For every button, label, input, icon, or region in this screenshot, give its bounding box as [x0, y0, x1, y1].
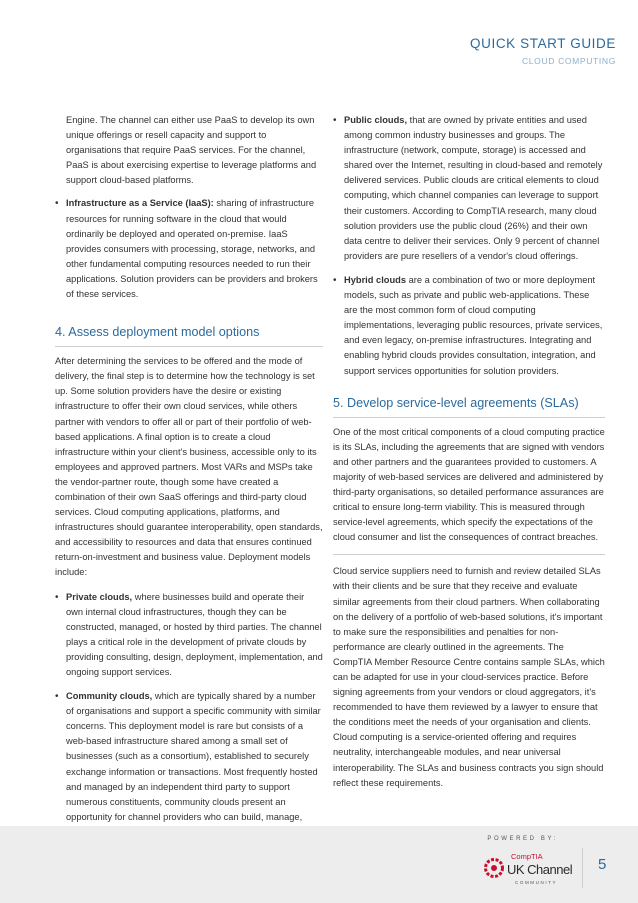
section-5-paragraph-1: One of the most critical components of a cloud computing practice is its SLAs, including the agreements that are signed with vendors and other partners and the guarantees provided to customers. A majority of web-based services are delivered and administered by third-party organisations, so detailed performance assurances are critical to ensure long-term viability. This is measured through service-level agreements, which specify the expectations of the cloud consumer and list the consequences of contract breaches. — [333, 426, 605, 543]
private-clouds-bullet — [55, 590, 323, 681]
right-column — [333, 113, 605, 800]
paragraph-divider — [333, 554, 605, 555]
section-4-paragraph: After determining the services to be offered and the mode of delivery, the final step is to determine how the technology is set up. Some solution providers have the desire or existing infrastructure to offer their own cloud services, while others partner with vendors to offer all or part of their portfolio of web-based applications. A final option is to create a cloud infrastructure within your client's business, accessible only to its employees and approved partners. Most VARs and MSPs take the vendor-partner route, though some have created a combination of their own SaaS offerings and third-party cloud services. Cloud computing applications, platforms, and infrastructures should guarantee interoperability, open standards, and accessibility to resources and data that ensures continued return-on-investment and business value. Deployment models include: — [55, 356, 323, 578]
iaas-label: Infrastructure as a Service (IaaS): — [66, 198, 214, 209]
left-column — [55, 113, 323, 849]
community-clouds-bullet — [55, 689, 323, 840]
private-clouds-label: Private clouds, — [66, 591, 133, 602]
section-4-heading: 4. Assess deployment model options — [55, 324, 323, 347]
public-clouds-text: that are owned by private entities and used among common industry businesses and groups. The infrastructure (network, compute, storage) is accessed and shared over the Internet, resulting in cloud-based and remotely delivered services. Public clouds are critical elements to cloud computing, which channel companies can leverage to support their customers. According to CompTIA research, many cloud solution providers use the public cloud (26%) and their own data centre to deliver their services. Only 9 percent of channel providers are pure resellers of a vendor's cloud offerings. — [344, 115, 603, 261]
guide-subtitle: CLOUD COMPUTING — [522, 56, 616, 66]
hybrid-clouds-text: are a combination of two or more deployment models, such as private and public web-applications. These are the most common form of cloud computing implementations, leveraging public resources, private services, and even legacy, on-premise infrastructures. Integrating and enabling hybrid clouds provides consultation, integration, and support services opportunities for solution providers. — [344, 274, 603, 376]
logo-comptia-text: CompTIA — [511, 852, 543, 861]
guide-title: QUICK START GUIDE — [470, 36, 616, 51]
powered-by-label: POWERED BY: — [487, 836, 558, 842]
public-clouds-bullet — [333, 113, 605, 264]
hybrid-clouds-bullet — [333, 273, 605, 379]
private-clouds-text: where businesses build and operate their own internal cloud infrastructures, though they can be constructed, managed, or hosted by third parties. The channel plays a critical role in the development of private clouds by providing consulting, design, deployment, implementation, and ongoing support services. — [66, 591, 323, 677]
uk-channel-community-logo — [483, 850, 573, 894]
community-clouds-text: which are typically shared by a number of organisations and support a specific community with similar concerns. This deployment model is rare but consists of a web-based infrastructure shared among a small set of businesses (such as a consortium), established to securely exchange information or transactions. Most frequently hosted and managed by an independent third party to support numerous constituents, community clouds present an opportunity for channel providers who can build, manage, — [66, 691, 321, 822]
page-number: 5 — [598, 856, 607, 873]
page-header — [470, 36, 616, 66]
page-footer — [0, 826, 638, 903]
iaas-bullet — [55, 196, 323, 302]
logo-ukchannel-text: UK Channel — [507, 862, 573, 877]
public-clouds-label: Public clouds, — [344, 115, 408, 125]
community-clouds-label: Community clouds, — [66, 691, 153, 702]
hybrid-clouds-label: Hybrid clouds — [344, 274, 406, 285]
logo-community-text: COMMUNITY — [515, 880, 558, 885]
section-5-paragraph-2: Cloud service suppliers need to furnish and review detailed SLAs with their clients and be sure that they receive and evaluate similar agreements from their cloud partners. When collaborating on the delivery of a portfolio of web-based solutions, it's important to make sure the responsibilities and penalties for non-performance are clearly outlined in the agreements. The CompTIA Member Resource Centre contains sample SLAs, which can be adapted for use in your cloud-services practice. Before signing agreements from your vendors or cloud aggregators, it's recommended to have them reviewed by a lawyer to ensure that the conditions meet the needs of your organisation and clients. Cloud computing is a service-oriented offering and requires neutrality, interchangeable modules, and near universal interoperability. The SLAs and business contracts you sign should reflect these requirements. — [333, 566, 605, 788]
section-5-heading: 5. Develop service-level agreements (SLAs) — [333, 395, 605, 418]
footer-divider — [582, 848, 583, 888]
iaas-text: sharing of infrastructure resources for running software in the cloud that would ordinarily be deployed and operated on-premise. IaaS provides consumers with processing, storage, networks, and other fundamental computing resources needed to run their applications. Solution providers can be providers and brokers of these services. — [66, 198, 318, 300]
intro-paragraph: Engine. The channel can either use PaaS to develop its own unique offerings or resell capacity and support to organisations that require PaaS services. For the channel, PaaS is about exercising expertise to leverage platforms and support cloud-based platforms. — [66, 115, 317, 186]
